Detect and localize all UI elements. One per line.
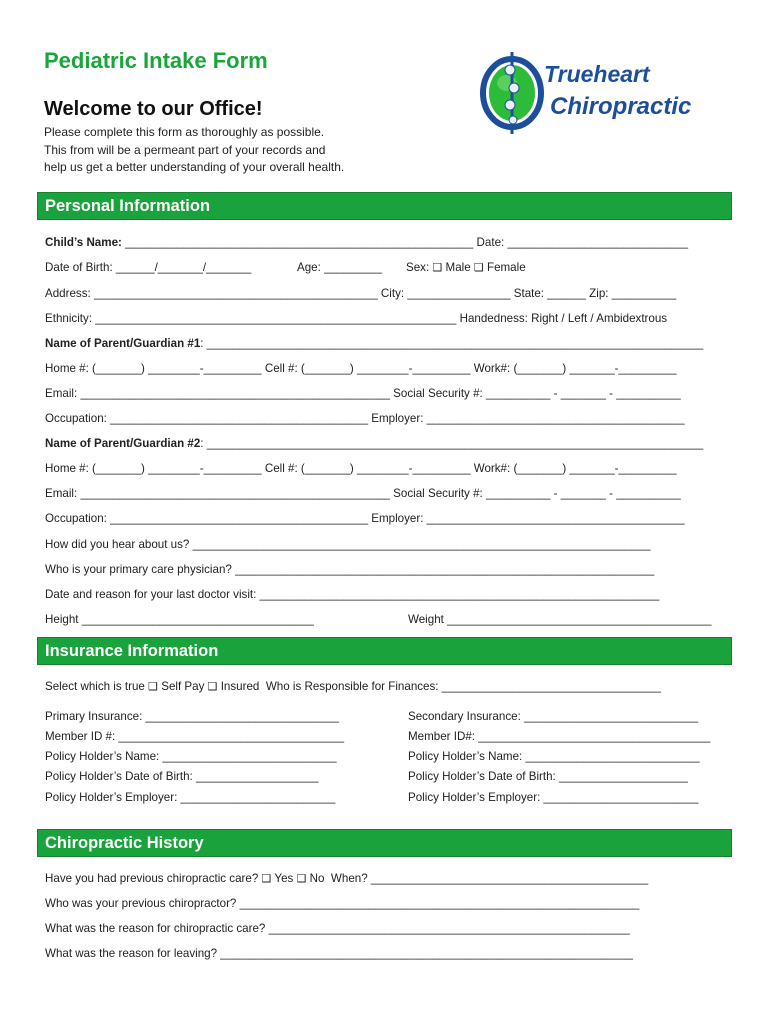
row-occupation-2 <box>45 512 685 525</box>
employer-field[interactable]: ________________________________________ <box>423 412 685 425</box>
parent-1-label: Name of Parent/Guardian #1 <box>45 337 201 350</box>
section-personal-information: Personal Information <box>37 192 732 220</box>
cell-phone-field[interactable]: (_______) ________-_________ <box>297 462 471 475</box>
zip-label: Zip: <box>585 287 609 300</box>
secondary-holder-name-field[interactable]: Policy Holder’s Name: ___________________________ <box>408 750 700 763</box>
intro-text <box>44 124 404 177</box>
row-primary-physician <box>45 563 654 576</box>
female-label: Female <box>483 261 526 274</box>
dob-field[interactable]: ______/_______/_______ <box>112 261 252 274</box>
row-reason-care <box>45 922 630 935</box>
reason-care-field[interactable]: ________________________________________________________ <box>265 922 630 935</box>
responsible-label: Who is Responsible for Finances: <box>262 680 439 693</box>
intro-line-1: Please complete this form as thoroughly as possible. <box>44 125 325 139</box>
spine-globe-icon <box>483 52 541 134</box>
date-field[interactable]: ____________________________ <box>504 236 689 249</box>
row-occupation-1 <box>45 412 685 425</box>
home-label: Home #: <box>45 462 89 475</box>
parent-2-field[interactable]: : _____________________________________________________________________________ <box>200 437 704 450</box>
height-field[interactable]: ____________________________________ <box>78 613 314 626</box>
form-title: Pediatric Intake Form <box>44 48 268 73</box>
employer-field[interactable]: ________________________________________ <box>423 512 685 525</box>
ssn-label: Social Security #: <box>389 487 483 500</box>
intro-line-2: This from will be a permeant part of your records and <box>44 142 326 157</box>
email-field[interactable]: ________________________________________________ <box>77 387 390 400</box>
age-field[interactable]: _________ <box>320 261 383 274</box>
primary-holder-name-field[interactable]: Policy Holder’s Name: ___________________________ <box>45 750 337 763</box>
work-label: Work#: <box>470 362 511 375</box>
height-label: Height <box>45 613 79 626</box>
weight-label: Weight <box>408 613 444 626</box>
previous-chiropractor-field[interactable]: ______________________________________________________________ <box>236 897 640 910</box>
parent-1-field[interactable]: : _____________________________________________________________________________ <box>200 337 704 350</box>
occupation-label: Occupation: <box>45 412 107 425</box>
email-label: Email: <box>45 487 78 500</box>
email-field[interactable]: ________________________________________________ <box>77 487 390 500</box>
home-phone-field[interactable]: (_______) ________-_________ <box>88 462 262 475</box>
primary-holder-employer-field[interactable]: Policy Holder’s Employer: ________________________ <box>45 791 336 804</box>
row-address <box>45 287 676 300</box>
work-phone-field[interactable]: (_______) _______-_________ <box>510 362 677 375</box>
employer-label: Employer: <box>368 412 424 425</box>
primary-insurance-field[interactable]: Primary Insurance: ______________________________ <box>45 710 339 723</box>
address-field[interactable]: ____________________________________________ <box>90 287 378 300</box>
reason-leaving-field[interactable]: ________________________________________________________________ <box>217 947 633 960</box>
self-pay-checkbox[interactable]: ❑ <box>148 680 158 693</box>
home-phone-field[interactable]: (_______) ________-_________ <box>88 362 262 375</box>
ethnicity-field[interactable]: ________________________________________________________ <box>92 312 457 325</box>
cell-phone-field[interactable]: (_______) ________-_________ <box>297 362 471 375</box>
no-checkbox[interactable]: ❑ <box>296 872 307 885</box>
insured-checkbox[interactable]: ❑ <box>207 680 218 693</box>
hear-about-label: How did you hear about us? <box>45 538 190 551</box>
employer-label: Employer: <box>368 512 424 525</box>
when-field[interactable]: ___________________________________________ <box>367 872 649 885</box>
address-label: Address: <box>45 287 91 300</box>
yes-checkbox[interactable]: ❑ <box>261 872 272 885</box>
date-label: Date: <box>473 236 505 249</box>
ssn-label: Social Security #: <box>389 387 483 400</box>
row-email-1 <box>45 387 681 400</box>
row-last-visit <box>45 588 659 601</box>
row-previous-care <box>45 872 648 885</box>
logo-line-2: Chiropractic <box>550 93 692 120</box>
row-select-true <box>45 680 661 693</box>
row-parent-2 <box>45 437 703 450</box>
previous-care-label: Have you had previous chiropractic care? <box>45 872 262 885</box>
row-reason-leaving <box>45 947 633 960</box>
welcome-heading: Welcome to our Office! <box>44 98 263 120</box>
home-label: Home #: <box>45 362 89 375</box>
row-parent-1 <box>45 337 703 350</box>
sex-label: Sex: <box>406 261 430 274</box>
age-label: Age: <box>297 261 321 274</box>
primary-holder-dob-field[interactable]: Policy Holder’s Date of Birth: ___________________ <box>45 770 319 783</box>
row-phones-1 <box>45 362 677 375</box>
last-visit-field[interactable]: ______________________________________________________________ <box>256 588 660 601</box>
insured-label: Insured <box>217 680 263 693</box>
responsible-field[interactable]: __________________________________ <box>438 680 661 693</box>
secondary-member-id-field[interactable]: Member ID#: ____________________________________ <box>408 730 711 743</box>
ssn-field[interactable]: __________ - _______ - __________ <box>482 387 681 400</box>
section-insurance-information: Insurance Information <box>37 637 732 665</box>
childs-name-field[interactable]: ______________________________________________________ <box>121 236 474 249</box>
intro-line-3: help us get a better understanding of your overall health. <box>44 160 345 174</box>
previous-chiropractor-label: Who was your previous chiropractor? <box>45 897 237 910</box>
logo-line-1: Trueheart <box>544 61 650 87</box>
hear-about-field[interactable]: _______________________________________________________________________ <box>189 538 651 551</box>
row-height <box>45 613 314 626</box>
yes-label: Yes <box>271 872 297 885</box>
no-label: No <box>306 872 328 885</box>
zip-field[interactable]: __________ <box>608 287 677 300</box>
row-hear-about <box>45 538 650 551</box>
work-label: Work#: <box>470 462 511 475</box>
cell-label: Cell #: <box>261 462 298 475</box>
row-previous-chiropractor <box>45 897 639 910</box>
select-label: Select which is true <box>45 680 149 693</box>
parent-2-label: Name of Parent/Guardian #2 <box>45 437 201 450</box>
self-pay-label: Self Pay <box>157 680 208 693</box>
trueheart-logo <box>480 48 720 134</box>
reason-leaving-label: What was the reason for leaving? <box>45 947 218 960</box>
row-ethnicity <box>45 312 667 325</box>
last-visit-label: Date and reason for your last doctor visit: <box>45 588 257 601</box>
occupation-field[interactable]: ________________________________________ <box>106 512 369 525</box>
ethnicity-label: Ethnicity: <box>45 312 93 325</box>
reason-care-label: What was the reason for chiropractic care? <box>45 922 266 935</box>
work-phone-field[interactable]: (_______) _______-_________ <box>510 462 677 475</box>
city-field[interactable]: ________________ <box>404 287 511 300</box>
occupation-field[interactable]: ________________________________________ <box>106 412 369 425</box>
row-phones-2 <box>45 462 677 475</box>
when-label: When? <box>327 872 368 885</box>
female-checkbox[interactable]: ❑ <box>473 261 484 274</box>
city-label: City: <box>377 287 405 300</box>
row-age <box>297 261 382 274</box>
row-sex <box>406 261 526 274</box>
state-label: State: <box>510 287 545 300</box>
row-weight <box>408 613 711 626</box>
row-dob <box>45 261 251 274</box>
dob-label: Date of Birth: <box>45 261 113 274</box>
handedness-options[interactable]: Handedness: Right / Left / Ambidextrous <box>456 312 668 325</box>
state-field[interactable]: ______ <box>544 287 586 300</box>
occupation-label: Occupation: <box>45 512 107 525</box>
row-childs-name <box>45 236 688 249</box>
secondary-holder-dob-field[interactable]: Policy Holder’s Date of Birth: ____________________ <box>408 770 688 783</box>
childs-name-label: Child’s Name: <box>45 236 122 249</box>
section-chiropractic-history: Chiropractic History <box>37 829 732 857</box>
cell-label: Cell #: <box>261 362 298 375</box>
email-label: Email: <box>45 387 78 400</box>
primary-physician-field[interactable]: _________________________________________________________________ <box>231 563 655 576</box>
primary-member-id-field[interactable]: Member ID #: ___________________________________ <box>45 730 345 743</box>
secondary-insurance-field[interactable]: Secondary Insurance: ___________________________ <box>408 710 699 723</box>
male-checkbox[interactable]: ❑ <box>432 261 443 274</box>
primary-physician-label: Who is your primary care physician? <box>45 563 232 576</box>
male-label: Male <box>442 261 474 274</box>
ssn-field[interactable]: __________ - _______ - __________ <box>482 487 681 500</box>
row-email-2 <box>45 487 681 500</box>
secondary-holder-employer-field[interactable]: Policy Holder’s Employer: ________________________ <box>408 791 699 804</box>
weight-field[interactable]: _________________________________________ <box>443 613 712 626</box>
